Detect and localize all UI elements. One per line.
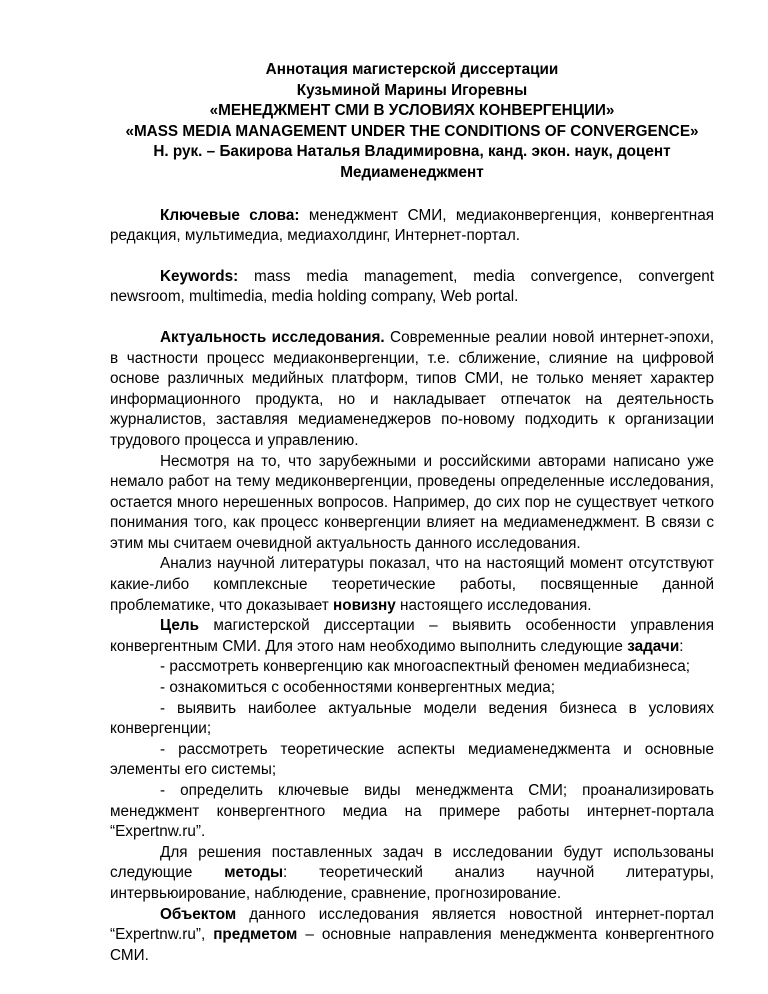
goal-paragraph bbox=[110, 616, 714, 657]
relevance-paragraph-2: Несмотря на то, что зарубежными и российскими авторами написано уже немало работ на тему медиконвергенции, проведены определенные исследования, остается много нерешенных вопросов. Например, до сих пор не существует четкого понимания того, как процесс конвергенции влияет на медиаменеджмент. В связи с этим мы считаем очевидной актуальность данного исследования. bbox=[110, 452, 714, 552]
goal-text: магистерской диссертации – выявить особенности управления конвергентным СМИ. Для этого нам необходимо выполнить следующие bbox=[110, 617, 714, 655]
keywords-en-label: Keywords: bbox=[160, 267, 239, 285]
subject-text: – основные направления менеджмента конвергентного СМИ. bbox=[110, 926, 714, 964]
keywords-en bbox=[110, 267, 714, 308]
goal-label: Цель bbox=[160, 617, 199, 635]
novelty-text-after: настоящего исследования. bbox=[395, 596, 592, 614]
title-line-annotation: Аннотация магистерской диссертации bbox=[265, 61, 559, 78]
novelty-label: новизну bbox=[333, 596, 396, 614]
tasks-colon: : bbox=[679, 637, 684, 655]
methods-paragraph bbox=[110, 843, 714, 905]
methods-text-after: : теоретический анализ научной литературы, интервьюирование, наблюдение, сравнение, прогнозирование. bbox=[110, 864, 714, 902]
task-item-5: - определить ключевые виды менеджмента СМИ; проанализировать менеджмент конвергентного медиа на примере работы интернет-портала “Expertnw.ru”. bbox=[110, 782, 714, 841]
keywords-ru-label: Ключевые слова: bbox=[160, 206, 300, 224]
task-item-4: - рассмотреть теоретические аспекты медиаменеджмента и основные элементы его системы; bbox=[110, 740, 714, 779]
novelty-text-before: Анализ научной литературы показал, что на настоящий момент отсутствуют какие-либо комплексные теоретические работы, посвященные данной проблематике, что доказывает bbox=[110, 555, 714, 614]
supervisor: Н. рук. – Бакирова Наталья Владимировна, канд. экон. наук, доцент bbox=[153, 143, 671, 161]
title-block bbox=[110, 60, 714, 184]
relevance-label: Актуальность исследования. bbox=[160, 328, 385, 346]
keywords-en-block bbox=[110, 267, 714, 308]
object-paragraph bbox=[110, 905, 714, 967]
object-text: данного исследования является новостной интернет-портал “Expertnw.ru”, bbox=[110, 905, 714, 944]
tasks-label: задачи bbox=[627, 637, 680, 655]
object-label: Объектом bbox=[160, 905, 237, 923]
program-name: Медиаменеджмент bbox=[340, 163, 484, 181]
keywords-ru bbox=[110, 206, 714, 247]
methods-label: методы bbox=[224, 864, 284, 882]
methods-text-before: Для решения поставленных задач в исследовании будут использованы следующие bbox=[110, 843, 714, 882]
novelty-paragraph bbox=[110, 554, 714, 616]
relevance-paragraph bbox=[110, 328, 714, 452]
keywords-ru-text: менеджмент СМИ, медиаконвергенция, конвергентная редакция, мультимедиа, медиахолдинг, Интернет-портал. bbox=[110, 206, 714, 245]
body-block bbox=[110, 328, 714, 966]
keywords-ru-block bbox=[110, 206, 714, 247]
thesis-title-ru: «МЕНЕДЖМЕНТ СМИ В УСЛОВИЯХ КОНВЕРГЕНЦИИ» bbox=[209, 102, 615, 120]
task-item-3: - выявить наиболее актуальные модели ведения бизнеса в условиях конвергенции; bbox=[110, 699, 714, 738]
keywords-en-text: mass media management, media convergence, convergent newsroom, multimedia, media holding company, Web portal. bbox=[110, 267, 714, 306]
thesis-title-en: «MASS MEDIA MANAGEMENT UNDER THE CONDITIONS OF CONVERGENCE» bbox=[125, 122, 699, 140]
task-item-1: - рассмотреть конвергенцию как многоаспектный феномен медиабизнеса; bbox=[160, 658, 690, 676]
relevance-text: Современные реалии новой интернет-эпохи, в частности процесс медиаконвергенции, т.е. сближение, слияние на цифровой основе различных медийных платформ, типов СМИ, не только меняет характер информационного продукта, но и накладывает отпечаток на деятельность журналистов, заставляя медиаменеджеров по-новому подходить к организации трудового процесса и управлению. bbox=[110, 328, 714, 449]
task-item-2: - ознакомиться с особенностями конвергентных медиа; bbox=[160, 679, 555, 697]
subject-label: предметом bbox=[213, 926, 298, 944]
author-name: Кузьминой Марины Игоревны bbox=[296, 81, 528, 99]
